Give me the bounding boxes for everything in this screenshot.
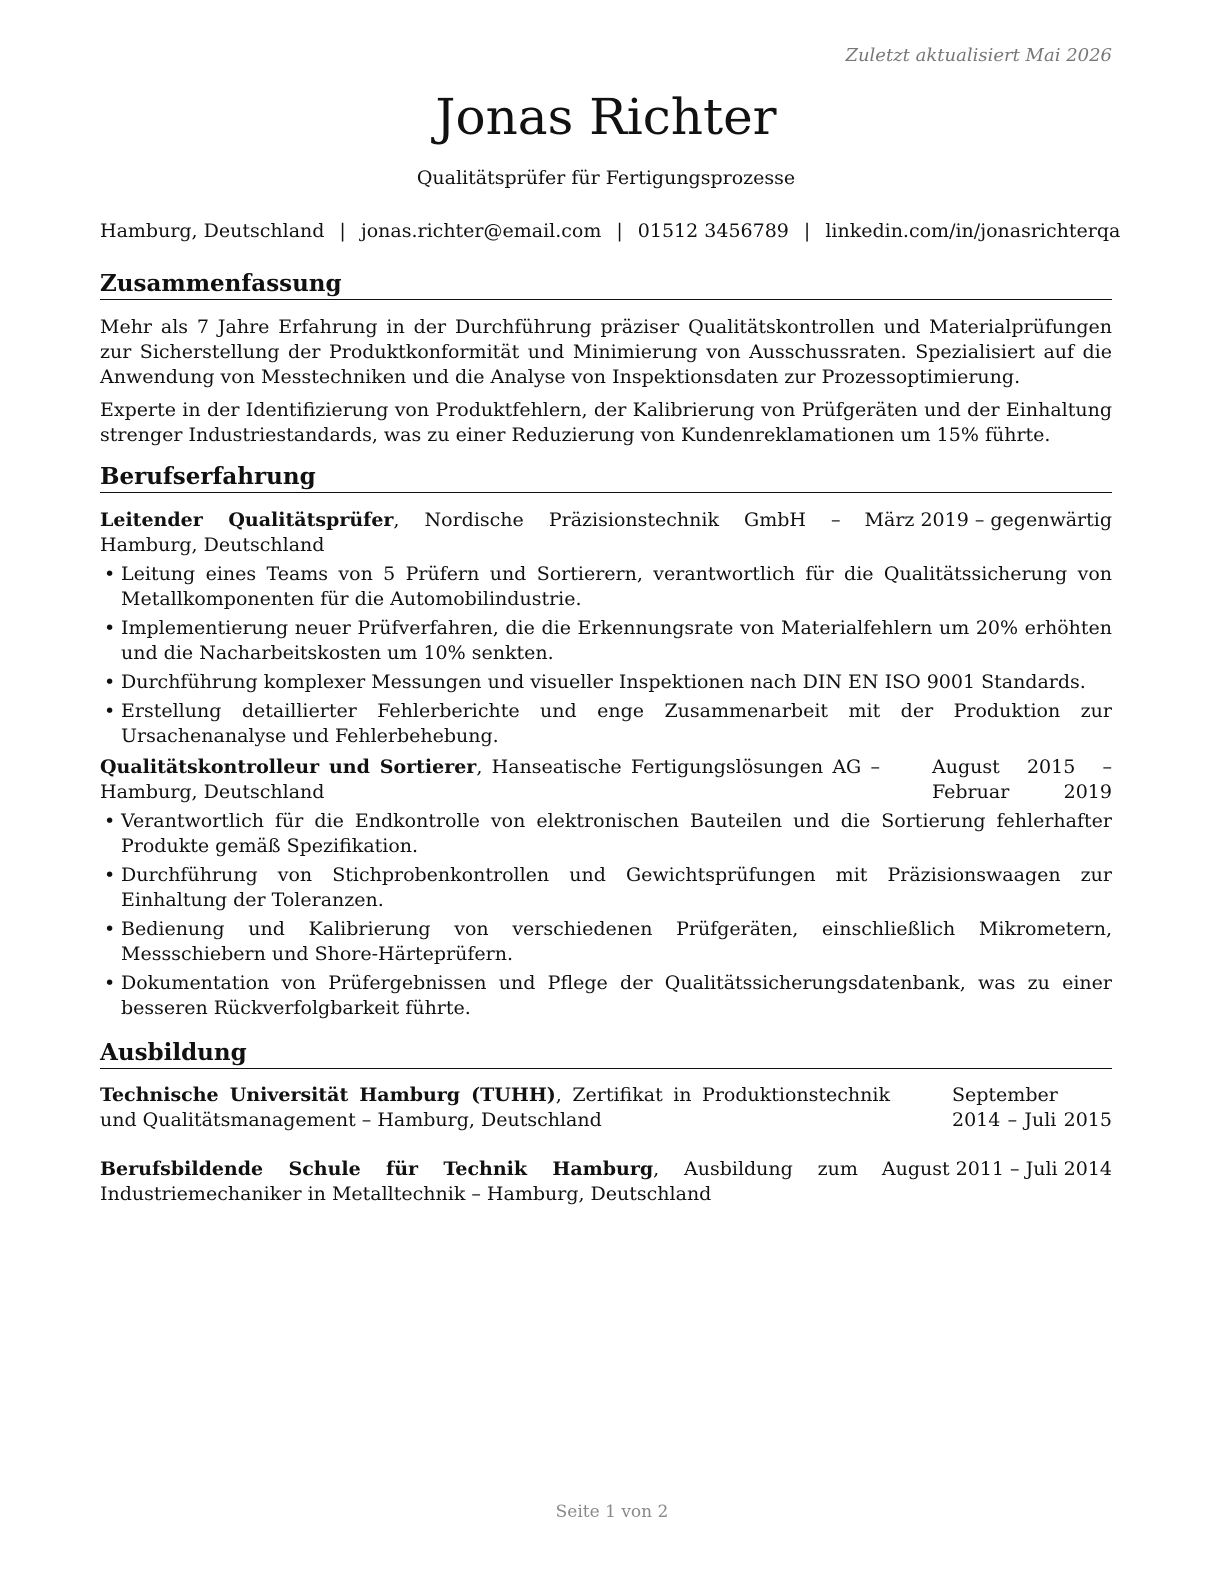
education-title-line bbox=[100, 1157, 858, 1207]
job-company: , Nordische Präzisionstechnik GmbH – Hamburg, Deutschland bbox=[100, 509, 841, 556]
job-dates: März 2019 – gegenwärtig bbox=[864, 509, 1112, 531]
list-item: • Bedienung und Kalibrierung von verschiedenen Prüfgeräten, einschließlich Mikrometern, Messschiebern und Shore-Härteprüfern. bbox=[104, 918, 1112, 965]
job-title-line bbox=[100, 508, 841, 558]
job-role: Leitender Qualitätsprüfer bbox=[100, 509, 394, 531]
section-title-summary: Zusammenfassung bbox=[100, 270, 1112, 300]
job-role: Qualitätskontrolleur und Sortierer bbox=[100, 756, 477, 778]
list-item: • Erstellung detaillierter Fehlerberichte und enge Zusammenarbeit mit der Produktion zur Ursachenanalyse und Fehlerbehebung. bbox=[104, 700, 1112, 747]
job-title-line bbox=[100, 755, 880, 805]
job-entry bbox=[100, 755, 1112, 1025]
contact-separator: | bbox=[803, 220, 811, 242]
summary-paragraph-1: Mehr als 7 Jahre Erfahrung in der Durchführung präziser Qualitätskontrollen und Materialprüfungen zur Sicherstellung der Produktkonformität und Minimierung von Ausschussraten. Spezialisiert auf die Anwendung von Messtechniken und die Analyse von Inspektionsdaten zur Prozessoptimierung. bbox=[100, 316, 1112, 388]
job-header bbox=[100, 508, 1112, 558]
education-detail: , Ausbildung zum Industriemechaniker in Metalltechnik – Hamburg, Deutschland bbox=[100, 1158, 858, 1205]
job-bullets bbox=[100, 562, 1112, 749]
section-title-experience: Berufserfahrung bbox=[100, 463, 1112, 493]
contact-line bbox=[100, 219, 1121, 244]
list-item: • Durchführung komplexer Messungen und visueller Inspektionen nach DIN EN ISO 9001 Standards. bbox=[104, 671, 1086, 693]
contact-phone[interactable]: 01512 3456789 bbox=[637, 220, 789, 242]
education-detail: , Zertifikat in Produktionstechnik und Qualitätsmanagement – Hamburg, Deutschland bbox=[100, 1084, 890, 1131]
last-updated: Zuletzt aktualisiert Mai 2026 bbox=[845, 45, 1112, 66]
contact-separator: | bbox=[616, 220, 623, 242]
education-header bbox=[100, 1157, 1112, 1207]
list-item: • Verantwortlich für die Endkontrolle von elektronischen Bauteilen und die Sortierung fehlerhafter Produkte gemäß Spezifikation. bbox=[104, 810, 1112, 857]
education-school: Technische Universität Hamburg (TUHH) bbox=[100, 1084, 556, 1106]
education-dates: September 2014 – Juli 2015 bbox=[952, 1084, 1112, 1131]
education-title-line bbox=[100, 1083, 890, 1133]
education-entry bbox=[100, 1083, 1112, 1133]
job-bullets bbox=[100, 809, 1112, 1021]
candidate-title: Qualitätsprüfer für Fertigungsprozesse bbox=[416, 167, 796, 189]
job-entry bbox=[100, 508, 1112, 753]
contact-linkedin[interactable]: linkedin.com/in/jonasrichterqa bbox=[825, 220, 1121, 242]
list-item: • Implementierung neuer Prüfverfahren, die die Erkennungsrate von Materialfehlern um 20% erhöhten und die Nacharbeitskosten um 10% senkten. bbox=[104, 617, 1112, 664]
education-entry bbox=[100, 1157, 1112, 1207]
contact-location: Hamburg, Deutschland bbox=[100, 220, 325, 242]
job-header bbox=[100, 755, 1112, 805]
section-title-education: Ausbildung bbox=[100, 1039, 1112, 1069]
list-item: • Leitung eines Teams von 5 Prüfern und Sortierern, verantwortlich für die Qualitätssicherung von Metallkomponenten für die Automobilindustrie. bbox=[104, 563, 1112, 610]
contact-email[interactable]: jonas.richter@email.com bbox=[360, 220, 602, 242]
job-dates: August 2015 – Februar 2019 bbox=[932, 756, 1112, 803]
list-item: • Durchführung von Stichprobenkontrollen und Gewichtsprüfungen mit Präzisionswaagen zur Einhaltung der Toleranzen. bbox=[104, 864, 1112, 911]
page-number: Seite 1 von 2 bbox=[555, 1502, 669, 1522]
summary-paragraph-2: Experte in der Identifizierung von Produktfehlern, der Kalibrierung von Prüfgeräten und der Einhaltung strenger Industriestandards, was zu einer Reduzierung von Kundenreklamationen um 15% führte. bbox=[100, 399, 1112, 446]
education-dates: August 2011 – Juli 2014 bbox=[881, 1158, 1112, 1180]
list-item: • Dokumentation von Prüfergebnissen und Pflege der Qualitätssicherungsdatenbank, was zu einer besseren Rückverfolgbarkeit führte. bbox=[104, 972, 1112, 1019]
contact-separator: | bbox=[339, 220, 346, 242]
job-company: , Hanseatische Fertigungslösungen AG – Hamburg, Deutschland bbox=[100, 756, 880, 803]
education-header bbox=[100, 1083, 1112, 1133]
candidate-name: Jonas Richter bbox=[435, 88, 777, 146]
education-school: Berufsbildende Schule für Technik Hamburg bbox=[100, 1158, 654, 1180]
